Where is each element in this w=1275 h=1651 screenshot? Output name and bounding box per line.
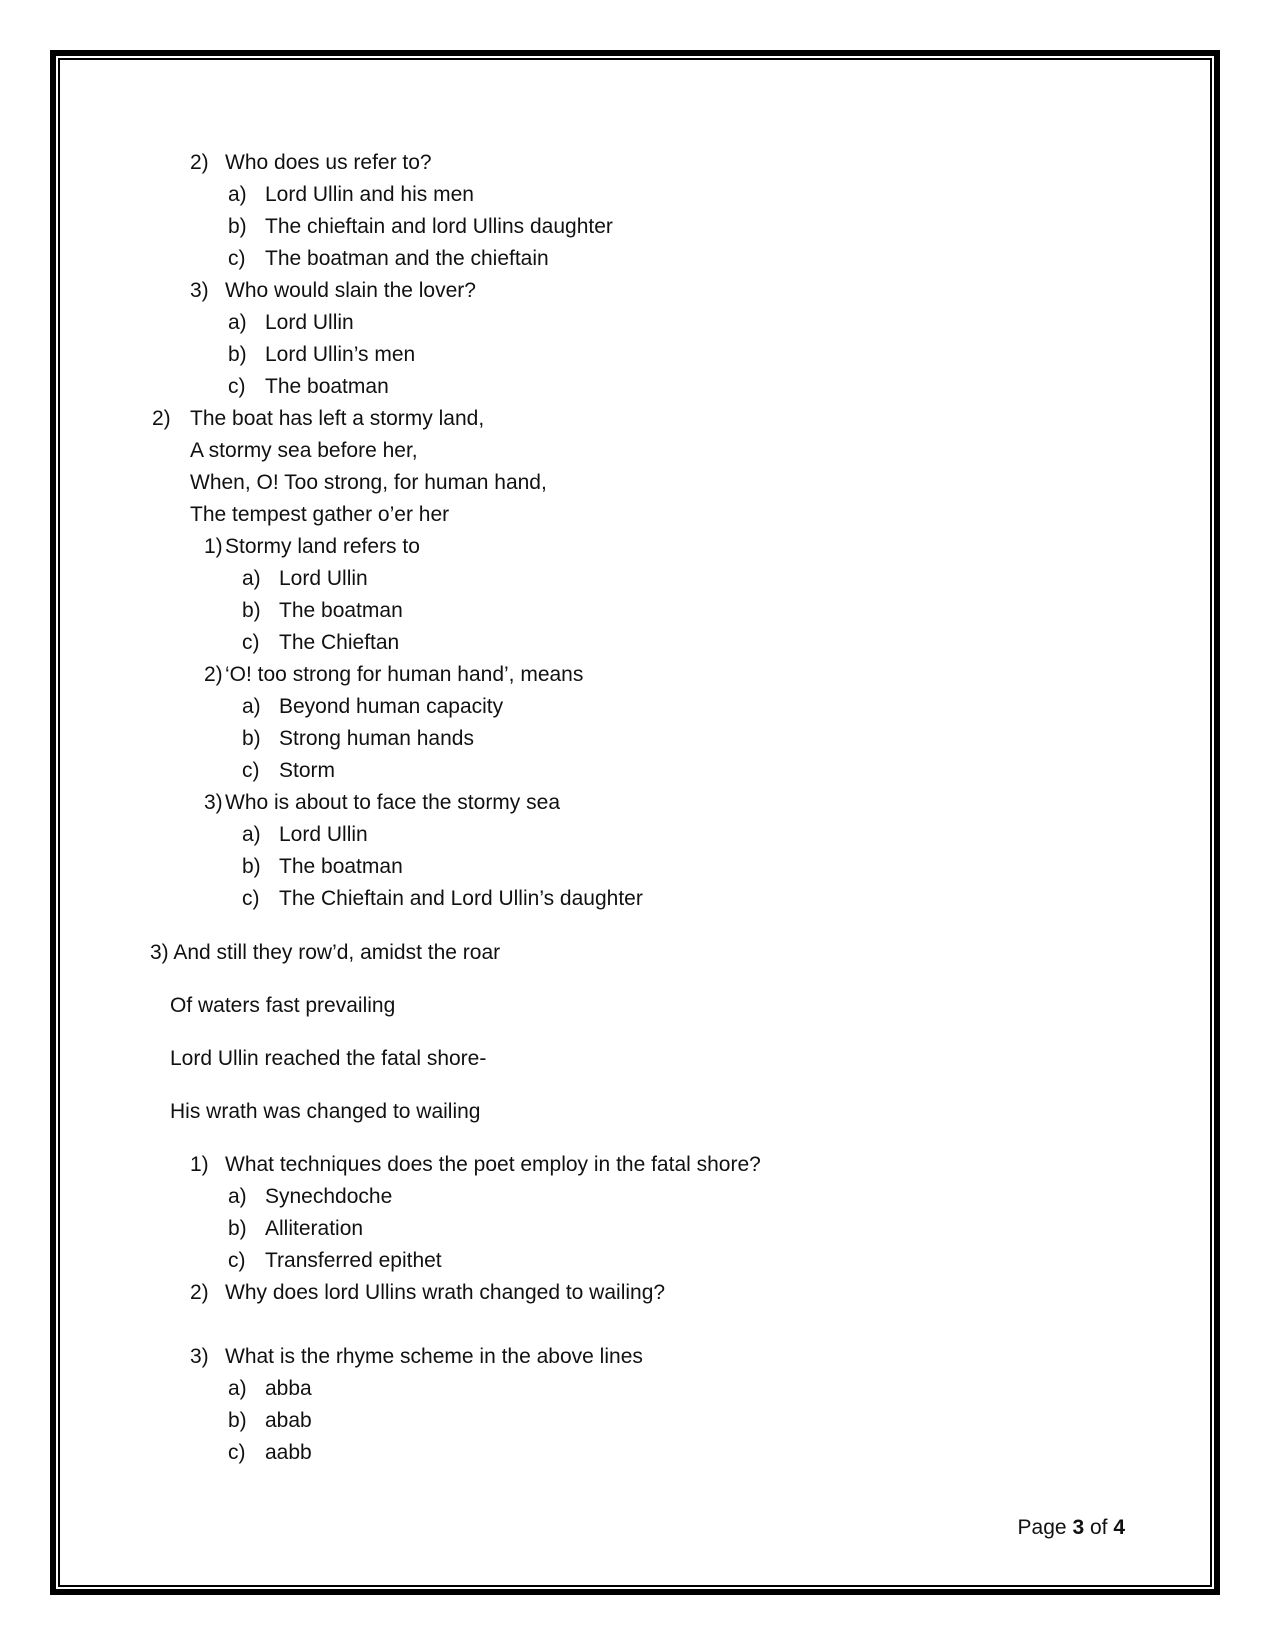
option-letter: a) <box>228 183 247 206</box>
option-letter: a) <box>228 1185 247 1208</box>
question-number: 3) <box>190 279 209 302</box>
option-letter: c) <box>228 375 246 398</box>
stanza-line: Of waters fast prevailing <box>170 994 396 1017</box>
question-number: 3) <box>190 1345 209 1368</box>
question-number: 2) <box>190 1281 209 1304</box>
option-letter: c) <box>228 247 246 270</box>
option-text: Lord Ullin’s men <box>265 343 416 366</box>
option-letter: a) <box>242 695 261 718</box>
option-text: Alliteration <box>265 1217 364 1240</box>
option-letter: b) <box>228 215 247 238</box>
total-pages: 4 <box>1113 1516 1125 1539</box>
option-text: The boatman <box>279 855 403 878</box>
option-letter: c) <box>228 1441 246 1464</box>
option-text: abab <box>265 1409 312 1432</box>
question-text: Stormy land refers to <box>225 535 420 558</box>
question-text: Who does us refer to? <box>225 151 432 174</box>
option-text: The boatman <box>279 599 403 622</box>
option-letter: c) <box>242 887 260 910</box>
option-letter: c) <box>242 631 260 654</box>
question-number: 2) <box>204 663 223 686</box>
stanza-line: Lord Ullin reached the fatal shore- <box>170 1047 487 1070</box>
option-text: Storm <box>279 759 336 782</box>
option-letter: c) <box>242 759 260 782</box>
option-text: abba <box>265 1377 312 1400</box>
option-letter: a) <box>228 311 247 334</box>
page-number <box>1018 1515 1125 1541</box>
page-prefix: Page <box>1017 1516 1073 1539</box>
question-number: 1) <box>190 1153 209 1176</box>
option-text: Lord Ullin <box>265 311 354 334</box>
option-letter: b) <box>242 599 261 622</box>
stanza-line: His wrath was changed to wailing <box>170 1100 481 1123</box>
stanza-line: The boat has left a stormy land, <box>190 407 485 430</box>
question-text: Why does lord Ullins wrath changed to wailing? <box>225 1281 666 1304</box>
question-number: 1) <box>204 535 223 558</box>
question-text: Who would slain the lover? <box>225 279 476 302</box>
question-text: What techniques does the poet employ in the fatal shore? <box>225 1153 761 1176</box>
question-text: What is the rhyme scheme in the above lines <box>225 1345 643 1368</box>
option-text: Synechdoche <box>265 1185 393 1208</box>
option-letter: b) <box>228 343 247 366</box>
option-text: Beyond human capacity <box>279 695 504 718</box>
question-text: Who is about to face the stormy sea <box>225 791 560 814</box>
option-text: The boatman and the chieftain <box>265 247 549 270</box>
page-middle: of <box>1084 1516 1114 1539</box>
option-letter: b) <box>228 1409 247 1432</box>
option-letter: a) <box>242 567 261 590</box>
option-letter: b) <box>242 727 261 750</box>
passage-number: 2) <box>152 407 171 430</box>
option-text: The Chieftan <box>279 631 400 654</box>
option-letter: a) <box>242 823 261 846</box>
option-text: Lord Ullin <box>279 567 368 590</box>
stanza-line: The tempest gather o’er her <box>190 503 450 526</box>
question-number: 3) <box>204 791 223 814</box>
question-text: ‘O! too strong for human hand’, means <box>225 663 584 686</box>
stanza-line: A stormy sea before her, <box>190 439 418 462</box>
question-number: 2) <box>190 151 209 174</box>
option-letter: b) <box>242 855 261 878</box>
option-text: Lord Ullin and his men <box>265 183 474 206</box>
option-text: Lord Ullin <box>279 823 368 846</box>
option-text: Strong human hands <box>279 727 474 750</box>
option-letter: a) <box>228 1377 247 1400</box>
option-text: Transferred epithet <box>265 1249 442 1272</box>
option-letter: b) <box>228 1217 247 1240</box>
option-text: aabb <box>265 1441 312 1464</box>
option-text: The chieftain and lord Ullins daughter <box>265 215 613 238</box>
current-page: 3 <box>1072 1516 1085 1539</box>
stanza-line: When, O! Too strong, for human hand, <box>190 471 547 494</box>
option-letter: c) <box>228 1249 246 1272</box>
option-text: The Chieftain and Lord Ullin’s daughter <box>279 887 643 910</box>
option-text: The boatman <box>265 375 389 398</box>
passage-heading: 3) And still they row’d, amidst the roar <box>150 941 501 964</box>
